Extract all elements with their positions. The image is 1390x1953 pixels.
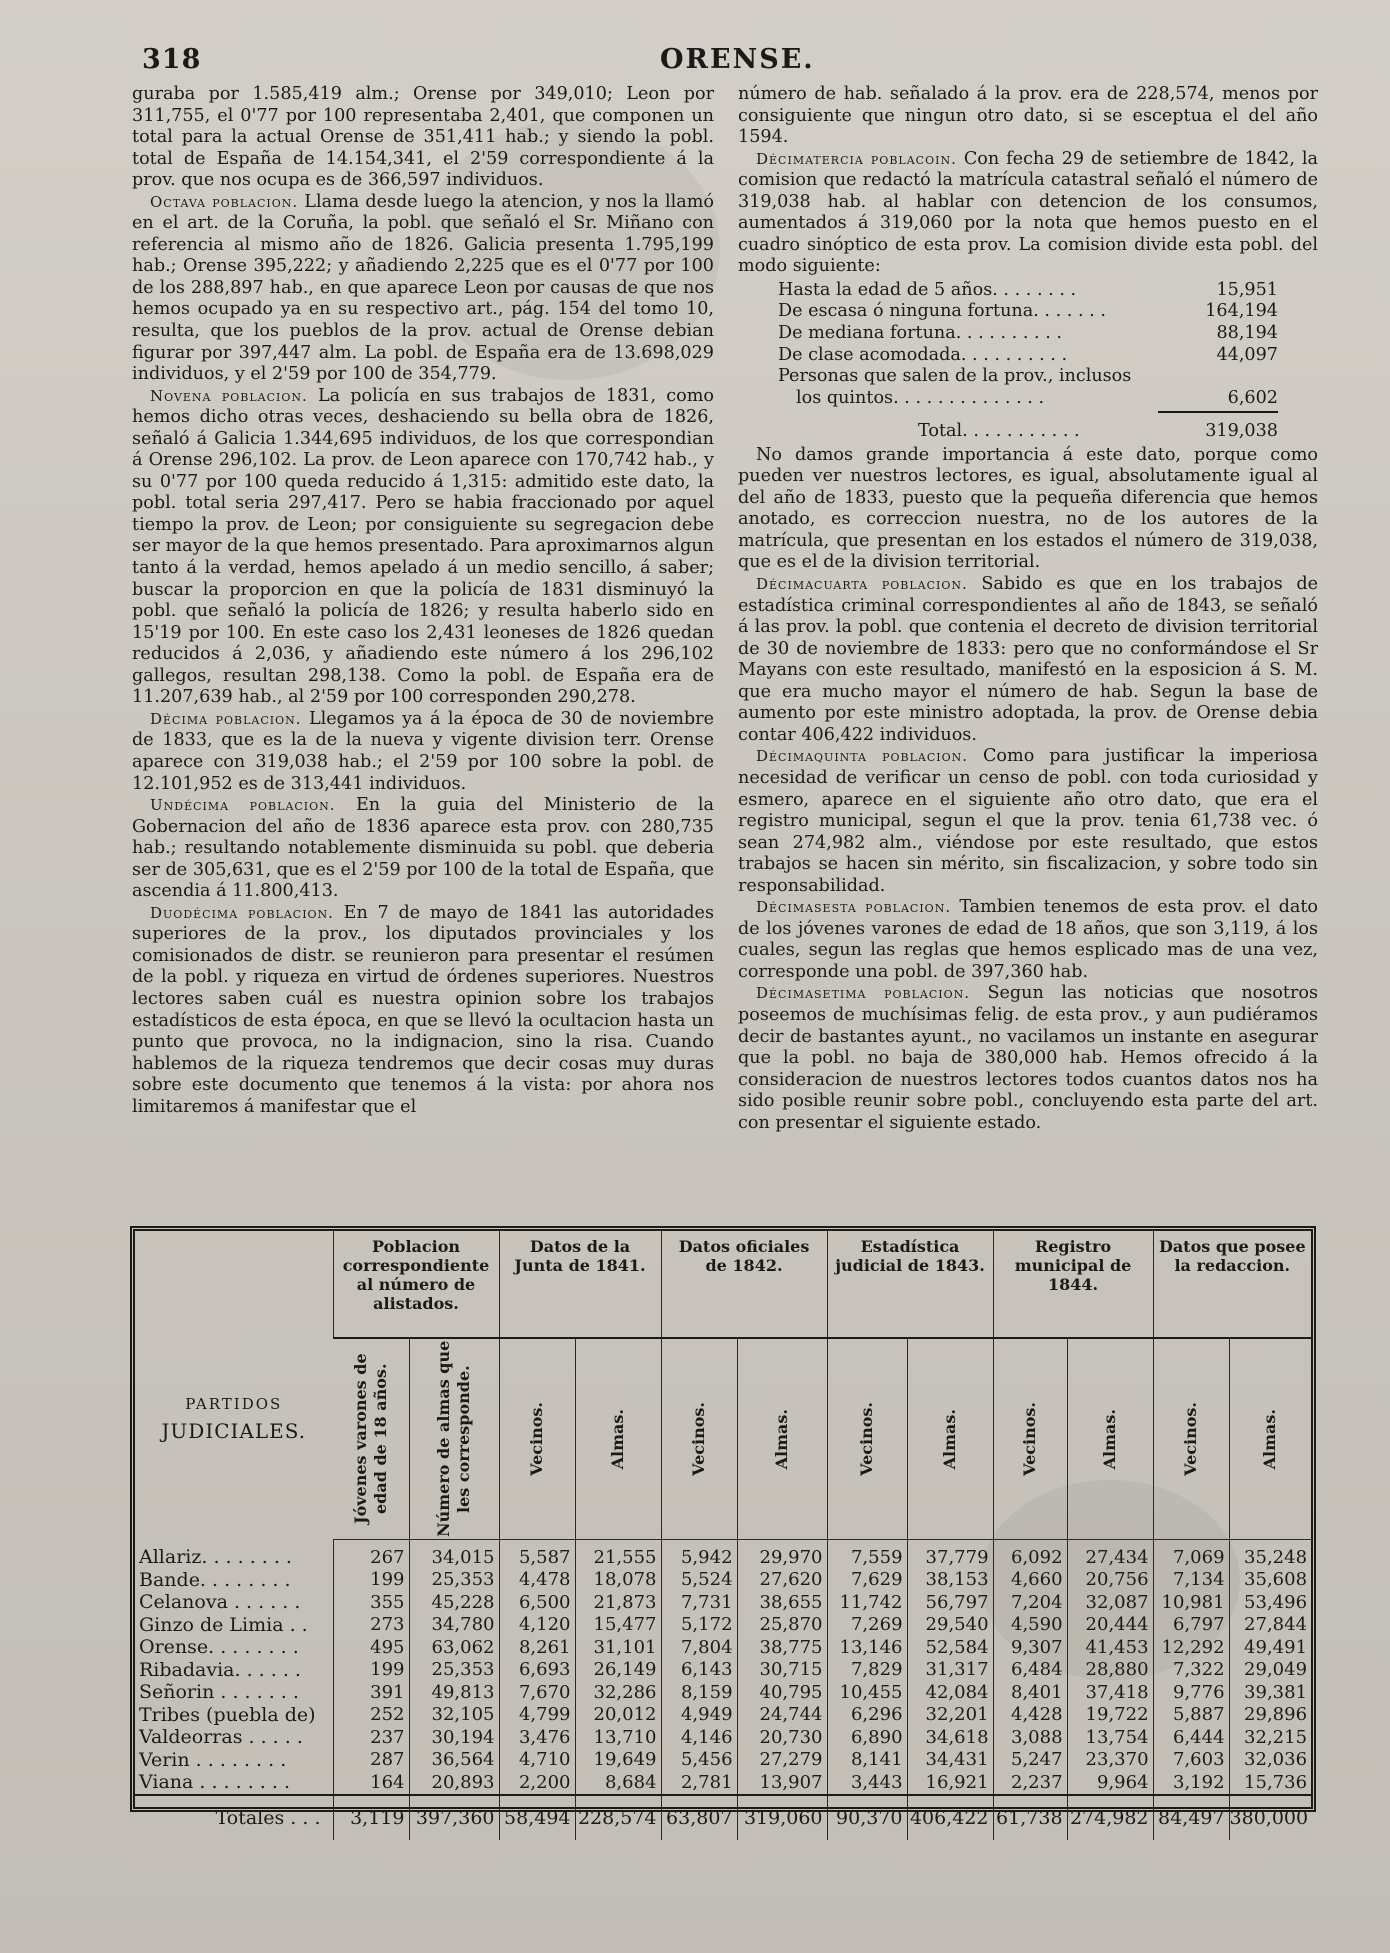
table-cell: 13,754 bbox=[1067, 1726, 1153, 1749]
section-heading: Undécima poblacion. bbox=[150, 796, 336, 815]
table-cell: 35,608 bbox=[1229, 1569, 1311, 1592]
table-cell: 3,088 bbox=[993, 1726, 1067, 1749]
table-cell: 4,590 bbox=[993, 1614, 1067, 1637]
table-row bbox=[135, 1749, 1311, 1772]
sub-header bbox=[409, 1338, 499, 1540]
sub-header bbox=[333, 1338, 409, 1540]
table-cell: 355 bbox=[333, 1591, 409, 1614]
census-value: 6,602 bbox=[1227, 387, 1278, 408]
table-cell: 199 bbox=[333, 1659, 409, 1682]
table-cell: 24,744 bbox=[737, 1704, 827, 1727]
table-cell: 42,084 bbox=[907, 1681, 993, 1704]
paragraph-text: Con fecha 29 de setiembre de 1842, la comision que redactó la matrícula catastral señaló el número de 319,038 hab. al hablar con detencion de los consumos, aumentados á 319,060 por la nota que hemos puesto en el cuadro sinóptico de esta prov. La comision divide esta pobl. del modo siguiente: bbox=[738, 148, 1319, 277]
table-cell: 6,797 bbox=[1153, 1614, 1229, 1637]
table-cell: 37,418 bbox=[1067, 1681, 1153, 1704]
table-cell: 5,942 bbox=[661, 1540, 737, 1569]
table-cell: 287 bbox=[333, 1749, 409, 1772]
table-cell: 28,880 bbox=[1067, 1659, 1153, 1682]
table-cell: 18,078 bbox=[575, 1569, 661, 1592]
left-column bbox=[132, 84, 714, 1214]
paragraph bbox=[132, 386, 714, 709]
table-cell: 5,172 bbox=[661, 1614, 737, 1637]
table-cell: 6,693 bbox=[499, 1659, 575, 1682]
table-cell: 5,247 bbox=[993, 1749, 1067, 1772]
table-cell: 35,248 bbox=[1229, 1540, 1311, 1569]
sub-header-text: Vecinos. bbox=[1020, 1402, 1040, 1476]
table-cell: 4,478 bbox=[499, 1569, 575, 1592]
table-cell: 273 bbox=[333, 1614, 409, 1637]
table-cell: 7,731 bbox=[661, 1591, 737, 1614]
paragraph bbox=[738, 746, 1318, 897]
table-cell: 7,269 bbox=[827, 1614, 907, 1637]
table-cell: 10,455 bbox=[827, 1681, 907, 1704]
table-cell: 25,870 bbox=[737, 1614, 827, 1637]
table-cell: 6,484 bbox=[993, 1659, 1067, 1682]
table-cell: 27,844 bbox=[1229, 1614, 1311, 1637]
sub-header bbox=[575, 1338, 661, 1540]
table-cell: 20,756 bbox=[1067, 1569, 1153, 1592]
table-cell: 7,804 bbox=[661, 1636, 737, 1659]
census-label: Hasta la edad de 5 años. . . . . . . . bbox=[778, 279, 1077, 300]
table-cell: 41,453 bbox=[1067, 1636, 1153, 1659]
total-cell: 90,370 bbox=[827, 1795, 907, 1840]
table-body bbox=[135, 1540, 1311, 1840]
sub-header-text: Vecinos. bbox=[689, 1402, 709, 1476]
table-cell: 32,036 bbox=[1229, 1749, 1311, 1772]
table-row bbox=[135, 1704, 1311, 1727]
table-cell: 9,964 bbox=[1067, 1771, 1153, 1795]
total-cell: 274,982 bbox=[1067, 1795, 1153, 1840]
total-cell: 61,738 bbox=[993, 1795, 1067, 1840]
table-cell: 164 bbox=[333, 1771, 409, 1795]
census-label: De clase acomodada. . . . . . . . . . bbox=[778, 344, 1068, 365]
paragraph-text: Segun las noticias que nosotros poseemos de muchísimas felig. de esta prov., y aun pudiéramos decir de bastantes ayunt., no vacilamos un instante en asegurar que la pobl. no baja de 380,000 hab. Hemos ofrecido á la consideracion de nuestros lectores todos cuantos datos nos ha sido posible reunir sobre pobl., concluyendo esta parte del art. con presentar el siguiente estado. bbox=[738, 983, 1318, 1133]
census-row bbox=[778, 323, 1278, 345]
census-row bbox=[778, 388, 1278, 410]
table-cell: 39,381 bbox=[1229, 1681, 1311, 1704]
total-cell: 63,807 bbox=[661, 1795, 737, 1840]
section-heading: Novena poblacion. bbox=[150, 386, 308, 405]
table-cell: 38,775 bbox=[737, 1636, 827, 1659]
table-cell: 9,776 bbox=[1153, 1681, 1229, 1704]
table-cell: 7,069 bbox=[1153, 1540, 1229, 1569]
table-cell: 40,795 bbox=[737, 1681, 827, 1704]
partido-name: Valdeorras . . . . . bbox=[139, 1726, 303, 1749]
sub-header-text: Almas. bbox=[608, 1408, 627, 1470]
table-cell: 7,829 bbox=[827, 1659, 907, 1682]
partido-name: Orense. . . . . . . . bbox=[139, 1636, 299, 1659]
table-cell: 8,261 bbox=[499, 1636, 575, 1659]
section-heading: Décimasetima poblacion. bbox=[756, 984, 971, 1003]
table-cell: 32,201 bbox=[907, 1704, 993, 1727]
section-heading: Décima poblacion. bbox=[150, 709, 302, 728]
table-cell: 2,237 bbox=[993, 1771, 1067, 1795]
right-column bbox=[738, 84, 1318, 1214]
partido-name: Bande. . . . . . . . bbox=[139, 1568, 291, 1591]
table-cell: 37,779 bbox=[907, 1540, 993, 1569]
table-cell: 38,655 bbox=[737, 1591, 827, 1614]
total-cell: 58,494 bbox=[499, 1795, 575, 1840]
paragraph: número de hab. señalado á la prov. era de 228,574, menos por consiguiente que ningun otro dato, si se esceptua el del año 1594. bbox=[738, 84, 1318, 148]
table-row bbox=[135, 1726, 1311, 1749]
table-cell: 237 bbox=[333, 1726, 409, 1749]
table-cell: 5,456 bbox=[661, 1749, 737, 1772]
census-total-label: Total. . . . . . . . . . . bbox=[918, 421, 1080, 442]
table-cell: 7,670 bbox=[499, 1681, 575, 1704]
table-cell: 6,890 bbox=[827, 1726, 907, 1749]
population-table bbox=[135, 1231, 1311, 1840]
running-title: ORENSE. bbox=[660, 44, 815, 75]
total-cell: 228,574 bbox=[575, 1795, 661, 1840]
sub-header-text: Número de almas que les corresponde. bbox=[434, 1340, 473, 1538]
table-cell: 25,353 bbox=[409, 1569, 499, 1592]
table-row bbox=[135, 1591, 1311, 1614]
table-cell: 15,736 bbox=[1229, 1771, 1311, 1795]
census-total bbox=[778, 421, 1278, 443]
table-cell: 29,540 bbox=[907, 1614, 993, 1637]
table-cell: 30,715 bbox=[737, 1659, 827, 1682]
sub-header bbox=[1153, 1338, 1229, 1540]
totals-row bbox=[135, 1795, 1311, 1840]
paragraph-text: Llegamos ya á la época de 30 de noviembre de 1833, que es la de la nueva y vigente division terr. Orense aparece con 319,038 hab.; el 2'59 por 100 sobre la pobl. de 12.101,952 es de 313,441 individuos. bbox=[132, 708, 714, 794]
table-cell: 31,317 bbox=[907, 1659, 993, 1682]
paragraph bbox=[132, 795, 714, 903]
table-cell: 11,742 bbox=[827, 1591, 907, 1614]
table-cell: 7,204 bbox=[993, 1591, 1067, 1614]
partido-name: Tribes (puebla de) bbox=[139, 1703, 316, 1726]
table-cell: 56,797 bbox=[907, 1591, 993, 1614]
paragraph bbox=[132, 192, 714, 386]
partido-name: Verin . . . . . . . . bbox=[139, 1748, 287, 1771]
table-cell: 4,120 bbox=[499, 1614, 575, 1637]
table-cell: 27,620 bbox=[737, 1569, 827, 1592]
section-heading: Décimasesta poblacion. bbox=[756, 898, 952, 917]
table-cell: 16,921 bbox=[907, 1771, 993, 1795]
group-header: Datos oficiales de 1842. bbox=[661, 1231, 827, 1338]
paragraph: guraba por 1.585,419 alm.; Orense por 349,010; Leon por 311,755, el 0'77 por 100 representaba 2,401, que componen un total para la actual Orense de 351,411 hab.; y siendo la pobl. total de España de 14.154,341, el 2'59 correspondiente á la prov. que nos ocupa es de 366,597 individuos. bbox=[132, 84, 714, 191]
table-cell: 8,159 bbox=[661, 1681, 737, 1704]
census-label: Personas que salen de la prov., inclusos bbox=[778, 366, 1132, 387]
paragraph bbox=[738, 149, 1318, 278]
table-cell: 13,710 bbox=[575, 1726, 661, 1749]
table-cell: 3,443 bbox=[827, 1771, 907, 1795]
table-cell: 6,143 bbox=[661, 1659, 737, 1682]
table-cell: 27,434 bbox=[1067, 1540, 1153, 1569]
table-cell: 21,873 bbox=[575, 1591, 661, 1614]
paragraph-text: Tambien tenemos de esta prov. el dato de los jóvenes varones de edad de 18 años, que son 3,119, á los cuales, segun las reglas que hemos esplicado mas de una vez, corresponde una pobl. de 397,360 hab. bbox=[738, 897, 1319, 982]
table-cell: 52,584 bbox=[907, 1636, 993, 1659]
census-row bbox=[778, 345, 1278, 367]
table-cell: 2,781 bbox=[661, 1771, 737, 1795]
sub-header bbox=[737, 1338, 827, 1540]
table-cell: 6,092 bbox=[993, 1540, 1067, 1569]
table-cell: 6,444 bbox=[1153, 1726, 1229, 1749]
census-label: De mediana fortuna. . . . . . . . . . bbox=[778, 323, 1062, 344]
table-cell: 32,215 bbox=[1229, 1726, 1311, 1749]
total-cell: 406,422 bbox=[907, 1795, 993, 1840]
sub-header-text: Vecinos. bbox=[1181, 1402, 1201, 1476]
sub-header bbox=[827, 1338, 907, 1540]
total-cell: 84,497 bbox=[1153, 1795, 1229, 1840]
paragraph-text: Sabido es que en los trabajos de estadística criminal correspondientes al año de 1843, se señaló á las prov. la pobl. que contenia el decreto de division territorial de 30 de noviembre de 1833: pero que no conformándose el Sr Mayans con este resultado, manifestó en la esposicion á S. M. que era mucho mayor el número de hab. Segun la base de aumento por este ministro adoptada, la prov. de Orense debia contar 406,422 individuos. bbox=[738, 574, 1318, 745]
sub-header bbox=[907, 1338, 993, 1540]
partido-name: Ginzo de Limia . . bbox=[139, 1613, 308, 1636]
total-cell: 319,060 bbox=[737, 1795, 827, 1840]
paragraph bbox=[738, 983, 1318, 1134]
sub-header bbox=[993, 1338, 1067, 1540]
table-cell: 6,296 bbox=[827, 1704, 907, 1727]
table-cell: 34,618 bbox=[907, 1726, 993, 1749]
table-row bbox=[135, 1614, 1311, 1637]
table-cell: 23,370 bbox=[1067, 1749, 1153, 1772]
table-cell: 29,049 bbox=[1229, 1659, 1311, 1682]
section-heading: Duodécima poblacion. bbox=[150, 903, 334, 922]
census-label: los quintos. . . . . . . . . . . . . . bbox=[796, 387, 1045, 408]
table-cell: 5,524 bbox=[661, 1569, 737, 1592]
paragraph bbox=[738, 897, 1318, 983]
sub-header-text: Almas. bbox=[940, 1408, 960, 1470]
census-value: 164,194 bbox=[1205, 301, 1278, 322]
table-cell: 36,564 bbox=[409, 1749, 499, 1772]
page-number: 318 bbox=[142, 44, 202, 75]
census-total-value: 319,038 bbox=[1205, 421, 1278, 442]
total-cell: 3,119 bbox=[333, 1795, 409, 1840]
census-row bbox=[778, 301, 1278, 323]
sum-rule bbox=[1158, 411, 1278, 413]
partido-name: Allariz. . . . . . . . bbox=[139, 1546, 292, 1568]
partido-name: Celanova . . . . . . bbox=[139, 1591, 301, 1614]
paragraph-text: La policía en sus trabajos de 1831, como hemos dicho otras veces, deshaciendo su bella obra de 1826, señaló á Galicia 1.344,695 individuos, de los que correspondian á Orense 296,102. La prov. de Leon aparece con 170,742 hab., y su 0'77 por 100 queda reducido á 1,315: admitido este dato, la pobl. total seria 297,417. Pero se habia fraccionado por aquel tiempo la prov. de Leon; por consiguiente su segregacion debe ser mayor de la que hemos presentado. Para aproximarnos algun tanto á la verdad, hemos apelado á un medio sencillo, á saber; buscar la proporcion en que la policía de 1831 disminuyó la pobl. que señaló la policía de 1826; y resulta haberlo sido en 15'19 por 100. En este caso los 2,431 leoneses de 1826 quedan reducidos á 2,036, y añadiendo este número á los 296,102 gallegos, resultan 298,138. Como la pobl. de España era de 11.207,639 hab., al 2'59 por 100 corresponden 290,278. bbox=[132, 385, 715, 708]
table-cell: 20,444 bbox=[1067, 1614, 1153, 1637]
paragraph: No damos grande importancia á este dato, porque como pueden ver nuestros lectores, es igual, absolutamente igual al del año de 1833, puesto que la pequeña diferencia que hemos anotado, es correccion nuestra, no de los autores de la matrícula, que presentan en los estados el número de 319,038, que es el de la division territorial. bbox=[738, 444, 1318, 573]
paragraph-text: Como para justificar la imperiosa necesidad de verificar un censo de pobl. con toda curiosidad y esmero, aparece en el siguiente año otro dato, que era el registro municipal, segun el que la prov. tenia 61,738 vec. ó sean 274,982 alm., viéndose por este resultado, que estos trabajos se hacen sin mérito, sin fiscalizacion, y sobre todo sin responsabilidad. bbox=[738, 746, 1318, 896]
section-heading: Décimaquinta poblacion. bbox=[756, 747, 969, 766]
table-cell: 3,476 bbox=[499, 1726, 575, 1749]
page-header bbox=[0, 44, 1390, 84]
group-header: Registro municipal de 1844. bbox=[993, 1231, 1153, 1338]
table-cell: 13,146 bbox=[827, 1636, 907, 1659]
total-cell: 397,360 bbox=[409, 1795, 499, 1840]
partidos-header bbox=[135, 1231, 333, 1540]
table-row bbox=[135, 1569, 1311, 1592]
table-cell: 29,970 bbox=[737, 1540, 827, 1569]
table-cell: 4,428 bbox=[993, 1704, 1067, 1727]
table-cell: 31,101 bbox=[575, 1636, 661, 1659]
table-cell: 8,684 bbox=[575, 1771, 661, 1795]
table-cell: 19,722 bbox=[1067, 1704, 1153, 1727]
table-cell: 2,200 bbox=[499, 1771, 575, 1795]
table-cell: 19,649 bbox=[575, 1749, 661, 1772]
table-cell: 495 bbox=[333, 1636, 409, 1659]
table-row bbox=[135, 1540, 1311, 1569]
table-cell: 34,780 bbox=[409, 1614, 499, 1637]
table-cell: 20,012 bbox=[575, 1704, 661, 1727]
table-row bbox=[135, 1681, 1311, 1704]
paragraph bbox=[132, 903, 714, 1118]
census-row bbox=[778, 280, 1278, 302]
table-cell: 252 bbox=[333, 1704, 409, 1727]
table-row bbox=[135, 1636, 1311, 1659]
table-cell: 9,307 bbox=[993, 1636, 1067, 1659]
table-cell: 34,015 bbox=[409, 1540, 499, 1569]
table-cell: 4,146 bbox=[661, 1726, 737, 1749]
census-value: 15,951 bbox=[1216, 279, 1278, 300]
table-cell: 267 bbox=[333, 1540, 409, 1569]
section-heading: Décimacuarta poblacion. bbox=[756, 575, 968, 594]
table-cell: 4,799 bbox=[499, 1704, 575, 1727]
table-cell: 26,149 bbox=[575, 1659, 661, 1682]
group-header-row bbox=[135, 1231, 1311, 1338]
table-cell: 53,496 bbox=[1229, 1591, 1311, 1614]
paragraph bbox=[132, 709, 714, 795]
section-heading: Décimatercia poblacoin. bbox=[756, 149, 957, 168]
judiciales-label: JUDICIALES. bbox=[161, 1419, 307, 1444]
sub-header-text: Jóvenes varones de edad de 18 años. bbox=[350, 1353, 390, 1525]
table-cell: 38,153 bbox=[907, 1569, 993, 1592]
paragraph-text: En 7 de mayo de 1841 las autoridades superiores de la prov., los diputados provinciales y los comisionados de distr. se reunieron para presentar el resúmen de la pobl. y riqueza en virtud de órdenes superiores. Nuestros lectores saben cuál es nuestra opinion sobre los trabajos estadísticos de esta época, en que se llevó la ocultacion hasta un punto que provoca, no la indignacion, sino la risa. Cuando hablemos de la riqueza tendremos que decir cosas muy duras sobre este documento que tenemos á la vista: por ahora nos limitaremos á manifestar que el bbox=[132, 902, 714, 1117]
table-cell: 7,629 bbox=[827, 1569, 907, 1592]
group-header: Datos que posee la redaccion. bbox=[1153, 1231, 1311, 1338]
table-cell: 49,491 bbox=[1229, 1636, 1311, 1659]
table-row bbox=[135, 1771, 1311, 1795]
sub-header bbox=[1067, 1338, 1153, 1540]
table-cell: 7,559 bbox=[827, 1540, 907, 1569]
table-cell: 25,353 bbox=[409, 1659, 499, 1682]
table-cell: 34,431 bbox=[907, 1749, 993, 1772]
group-header: Datos de la Junta de 1841. bbox=[499, 1231, 661, 1338]
table-cell: 32,286 bbox=[575, 1681, 661, 1704]
table-cell: 27,279 bbox=[737, 1749, 827, 1772]
table-cell: 32,105 bbox=[409, 1704, 499, 1727]
partidos-label: PARTIDOS bbox=[185, 1395, 283, 1414]
partido-name: Señorin . . . . . . . bbox=[139, 1681, 299, 1704]
table-cell: 8,141 bbox=[827, 1749, 907, 1772]
table-cell: 7,322 bbox=[1153, 1659, 1229, 1682]
table-cell: 45,228 bbox=[409, 1591, 499, 1614]
sub-header bbox=[661, 1338, 737, 1540]
table-cell: 15,477 bbox=[575, 1614, 661, 1637]
sub-header-text: Almas. bbox=[1260, 1408, 1280, 1470]
census-label: De escasa ó ninguna fortuna. . . . . . . bbox=[778, 301, 1106, 322]
population-table-frame bbox=[130, 1226, 1316, 1829]
table-cell: 21,555 bbox=[575, 1540, 661, 1569]
sub-header-text: Almas. bbox=[1100, 1408, 1120, 1470]
table-cell: 7,603 bbox=[1153, 1749, 1229, 1772]
table-row bbox=[135, 1659, 1311, 1682]
paragraph-text: En la guia del Ministerio de la Gobernacion del año de 1836 aparece esta prov. con 280,735 hab.; resultando notablemente disminuida su pobl. que deberia ser de 305,631, que es el 2'59 por 100 de la total de España, que ascendia á 11.800,413. bbox=[132, 795, 715, 902]
table-cell: 32,087 bbox=[1067, 1591, 1153, 1614]
table-cell: 391 bbox=[333, 1681, 409, 1704]
table-cell: 49,813 bbox=[409, 1681, 499, 1704]
census-breakdown bbox=[778, 280, 1278, 443]
total-cell: 380,000 bbox=[1229, 1795, 1311, 1840]
census-value: 44,097 bbox=[1216, 344, 1278, 365]
partido-name: Viana . . . . . . . . bbox=[139, 1771, 290, 1794]
table-cell: 20,730 bbox=[737, 1726, 827, 1749]
sub-header-text: Vecinos. bbox=[857, 1402, 877, 1476]
group-header: Poblacion correspondiente al número de alistados. bbox=[333, 1231, 499, 1338]
sub-header bbox=[499, 1338, 575, 1540]
table-cell: 30,194 bbox=[409, 1726, 499, 1749]
table-cell: 20,893 bbox=[409, 1771, 499, 1795]
table-cell: 3,192 bbox=[1153, 1771, 1229, 1795]
table-cell: 4,660 bbox=[993, 1569, 1067, 1592]
table-cell: 10,981 bbox=[1153, 1591, 1229, 1614]
group-header: Estadística judicial de 1843. bbox=[827, 1231, 993, 1338]
table-cell: 5,587 bbox=[499, 1540, 575, 1569]
table-cell: 12,292 bbox=[1153, 1636, 1229, 1659]
totals-label: Totales . . . bbox=[135, 1795, 333, 1840]
paragraph bbox=[738, 574, 1318, 746]
sub-header-text: Vecinos. bbox=[527, 1402, 546, 1476]
partido-name: Ribadavia. . . . . . bbox=[139, 1658, 301, 1681]
sub-header-text: Almas. bbox=[772, 1408, 792, 1470]
section-heading: Octava poblacion. bbox=[150, 192, 299, 211]
census-row bbox=[778, 366, 1278, 388]
paragraph-text: Llama desde luego la atencion, y nos la llamó en el art. de la Coruña, la pobl. que señaló el Sr. Miñano con referencia al mismo año de 1826. Galicia presenta 1.795,199 hab.; Orense 395,222; y añadiendo 2,225 que es el 0'77 por 100 de los 288,897 hab., en que aparece Leon por causas de que nos hemos ocupado ya en su respectivo art., pág. 154 del tomo 10, resulta, que los pueblos de la prov. actual de Orense debian figurar por 397,447 alm. La pobl. de España era de 13.698,029 individuos, y el 2'59 por 100 de 354,779. bbox=[132, 191, 714, 385]
table-cell: 13,907 bbox=[737, 1771, 827, 1795]
table-cell: 4,710 bbox=[499, 1749, 575, 1772]
table-cell: 4,949 bbox=[661, 1704, 737, 1727]
table-cell: 8,401 bbox=[993, 1681, 1067, 1704]
table-cell: 63,062 bbox=[409, 1636, 499, 1659]
table-cell: 199 bbox=[333, 1569, 409, 1592]
census-value: 88,194 bbox=[1216, 323, 1278, 344]
table-cell: 29,896 bbox=[1229, 1704, 1311, 1727]
table-cell: 5,887 bbox=[1153, 1704, 1229, 1727]
table-cell: 7,134 bbox=[1153, 1569, 1229, 1592]
table-cell: 6,500 bbox=[499, 1591, 575, 1614]
sub-header bbox=[1229, 1338, 1311, 1540]
